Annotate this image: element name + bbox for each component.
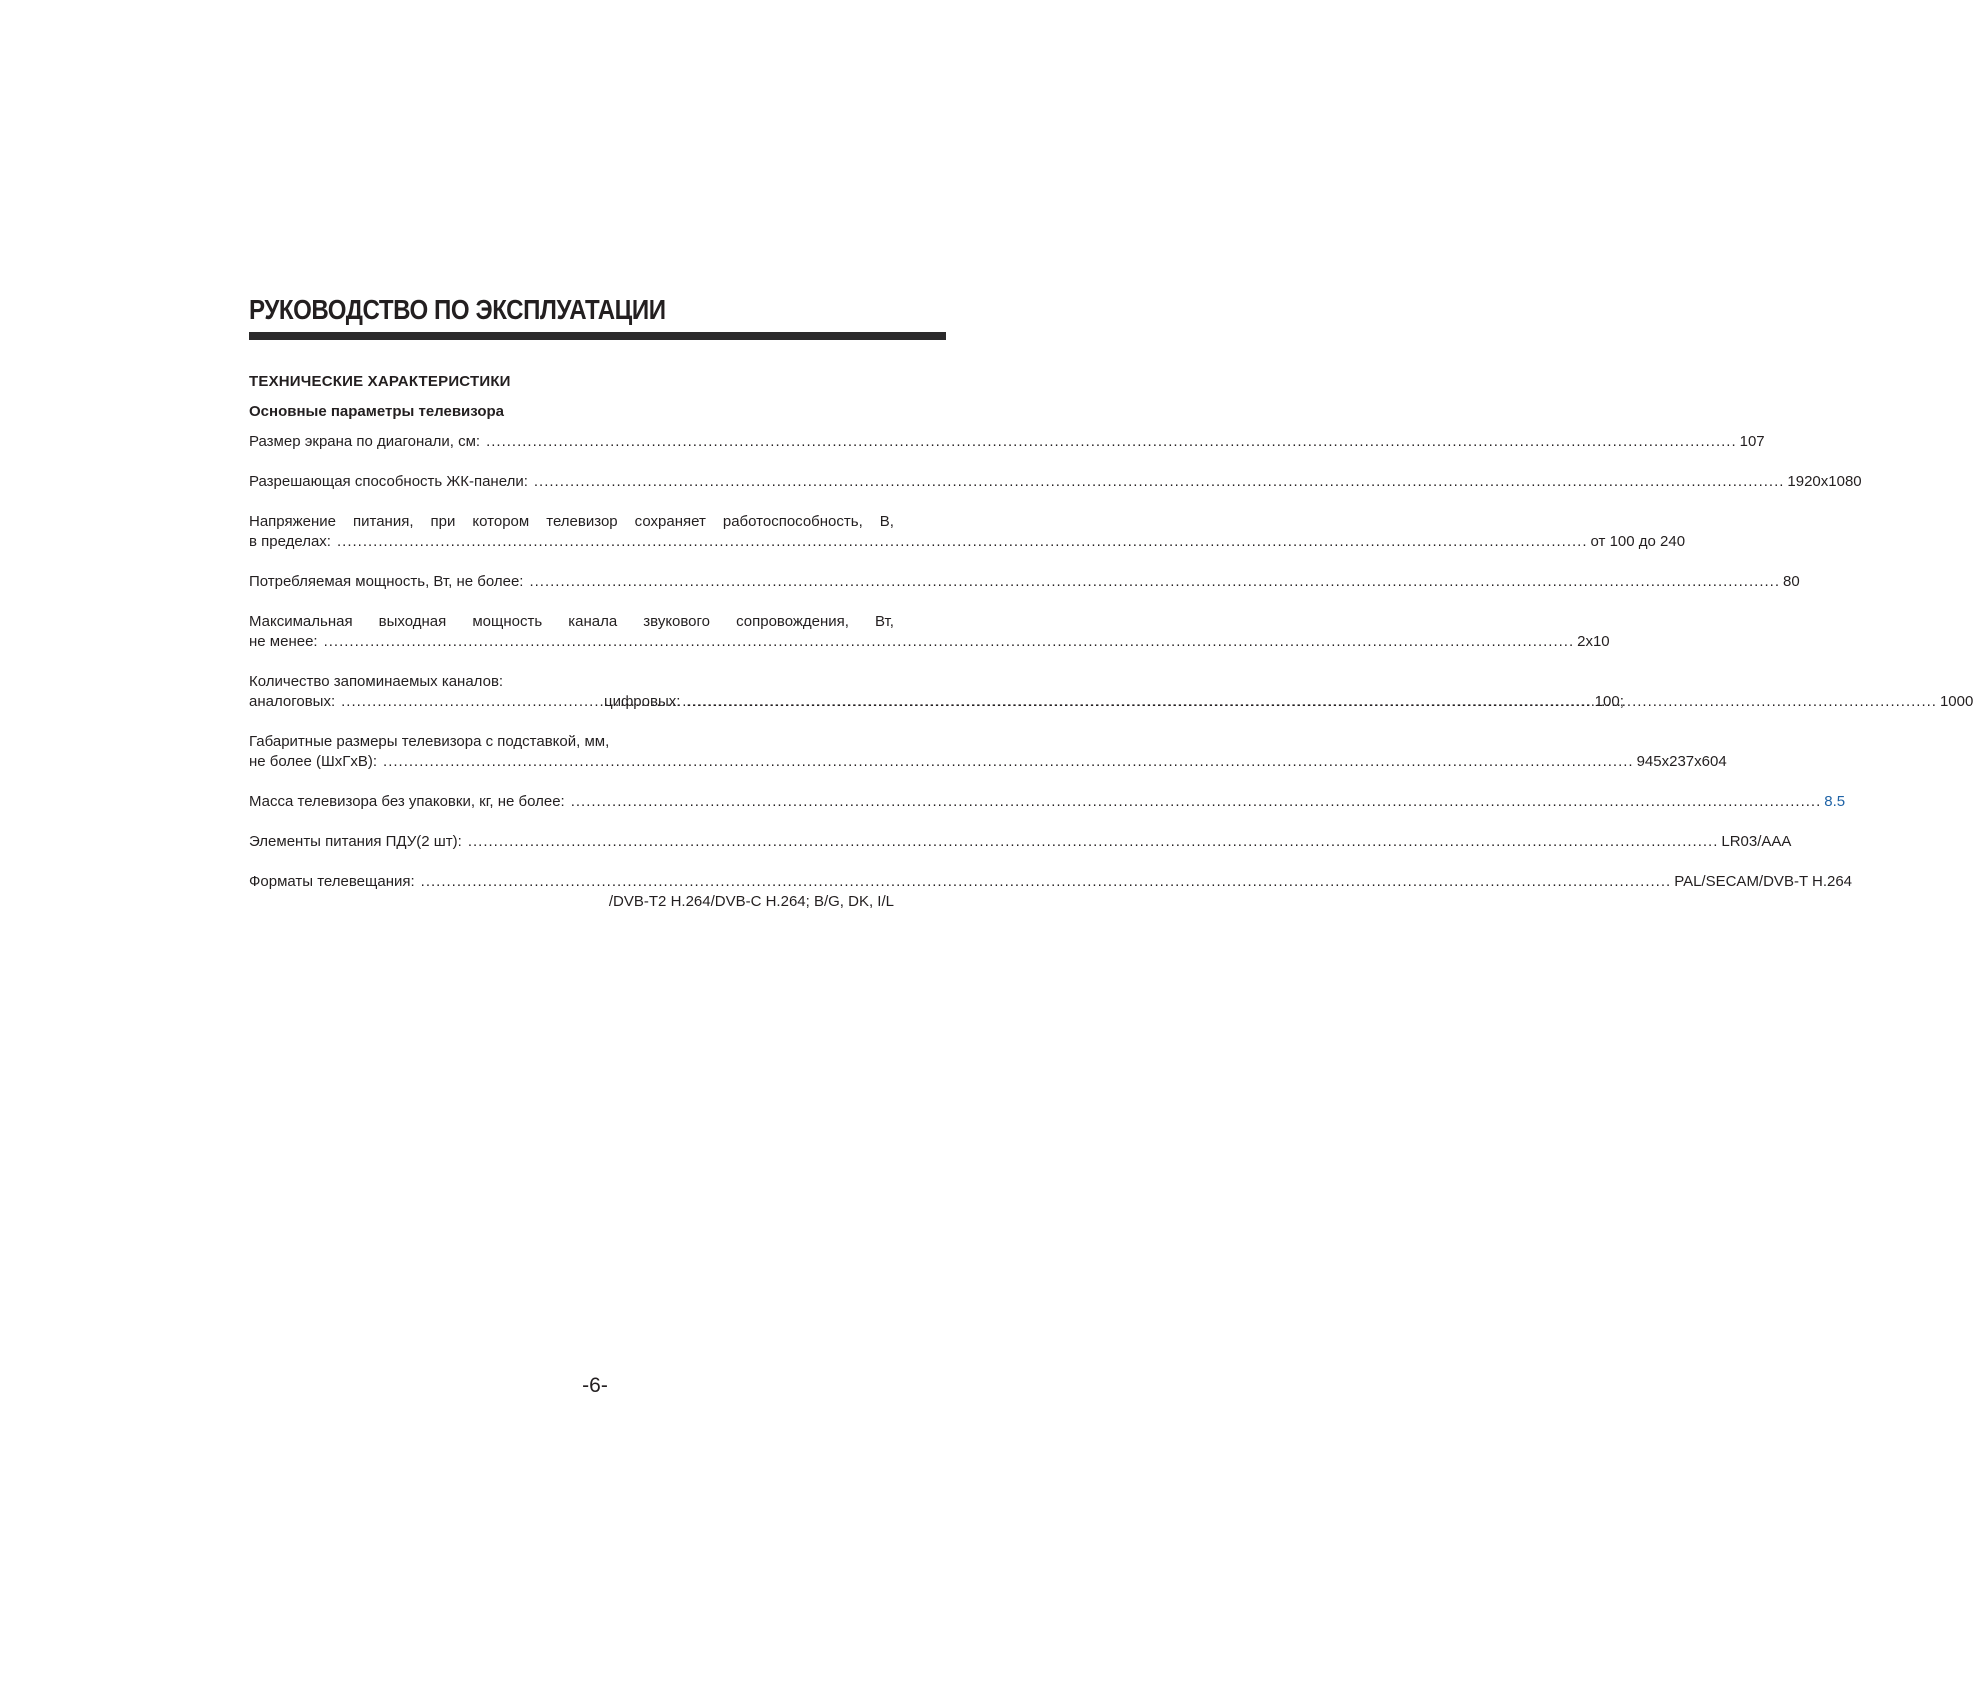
spec-value: 945x237x604 — [1636, 753, 1727, 770]
spec-label: Элементы питания ПДУ(2 шт): — [249, 833, 462, 850]
spec-value: PAL/SECAM/DVB-T H.264 — [1674, 873, 1853, 890]
spec-word: мощность — [472, 613, 543, 630]
spec-value: от 100 до 240 — [1590, 533, 1686, 550]
spec-word: котором — [472, 513, 530, 530]
spec-list — [249, 432, 1973, 932]
spec-formats — [249, 872, 1853, 912]
dot-leader — [337, 532, 1588, 552]
spec-label: Габаритные размеры телевизора с подставкой, мм, — [249, 733, 610, 750]
spec-word: при — [430, 513, 456, 530]
spec-word: В, — [879, 513, 894, 530]
channels-digital — [604, 692, 1973, 712]
spec-value: 1000 — [1939, 693, 1973, 710]
title-rule — [249, 332, 946, 340]
spec-label: Масса телевизора без упаковки, кг, не более: — [249, 793, 565, 810]
spec-label: Форматы телевещания: — [249, 873, 415, 890]
dot-leader — [486, 432, 1737, 452]
spec-weight — [249, 792, 1846, 812]
spec-label: не менее: — [249, 633, 318, 650]
spec-value-continued: /DVB-T2 H.264/DVB-C H.264; B/G, DK, I/L — [608, 893, 894, 910]
spec-description-line — [249, 512, 894, 532]
dot-leader — [324, 632, 1575, 652]
spec-word: сохраняет — [634, 513, 706, 530]
spec-word: канала — [568, 613, 618, 630]
spec-word: выходная — [378, 613, 447, 630]
subsection-heading: Основные параметры телевизора — [249, 403, 505, 420]
spec-word: Напряжение — [249, 513, 336, 530]
spec-channels — [249, 672, 1973, 712]
spec-batteries — [249, 832, 1792, 852]
spec-word: сопровождения, — [736, 613, 849, 630]
spec-word: работоспособность, — [722, 513, 863, 530]
spec-word: Максимальная — [249, 613, 353, 630]
spec-value: 100; — [1594, 693, 1624, 710]
spec-audio-power — [249, 612, 1610, 652]
dot-leader — [529, 572, 1780, 592]
spec-value: 80 — [1782, 573, 1800, 590]
dot-leader — [468, 832, 1719, 852]
spec-value: 8.5 — [1824, 793, 1846, 810]
spec-dimensions — [249, 732, 1727, 772]
page-title: РУКОВОДСТВО ПО ЭКСПЛУАТАЦИИ — [249, 294, 666, 325]
spec-label: Разрешающая способность ЖК-панели: — [249, 473, 528, 490]
spec-word: Вт, — [875, 613, 894, 630]
page-number: -6- — [582, 1374, 608, 1397]
spec-value: LR03/AAA — [1721, 833, 1792, 850]
spec-power — [249, 572, 1800, 592]
spec-label: аналоговых: — [249, 693, 336, 710]
spec-word: звукового — [643, 613, 711, 630]
spec-label: Потребляемая мощность, Вт, не более: — [249, 573, 524, 590]
spec-screen-size — [249, 432, 1765, 452]
dot-leader — [534, 472, 1785, 492]
spec-value: 107 — [1739, 433, 1765, 450]
spec-voltage — [249, 512, 1686, 552]
spec-description-line — [249, 612, 894, 632]
dot-leader — [686, 692, 1937, 712]
spec-label: Количество запоминаемых каналов: — [249, 673, 504, 690]
spec-value: 1920x1080 — [1787, 473, 1862, 490]
dot-leader — [421, 872, 1672, 892]
dot-leader — [571, 792, 1822, 812]
spec-label: в пределах: — [249, 533, 331, 550]
spec-resolution — [249, 472, 1862, 492]
spec-label: цифровых: — [604, 693, 681, 710]
spec-value: 2x10 — [1577, 633, 1610, 650]
spec-word: телевизор — [546, 513, 618, 530]
section-heading: ТЕХНИЧЕСКИЕ ХАРАКТЕРИСТИКИ — [249, 373, 511, 390]
spec-label: Размер экрана по диагонали, см: — [249, 433, 481, 450]
dot-leader — [383, 752, 1634, 772]
spec-label: не более (ШxГxВ): — [249, 753, 378, 770]
spec-word: питания, — [353, 513, 414, 530]
